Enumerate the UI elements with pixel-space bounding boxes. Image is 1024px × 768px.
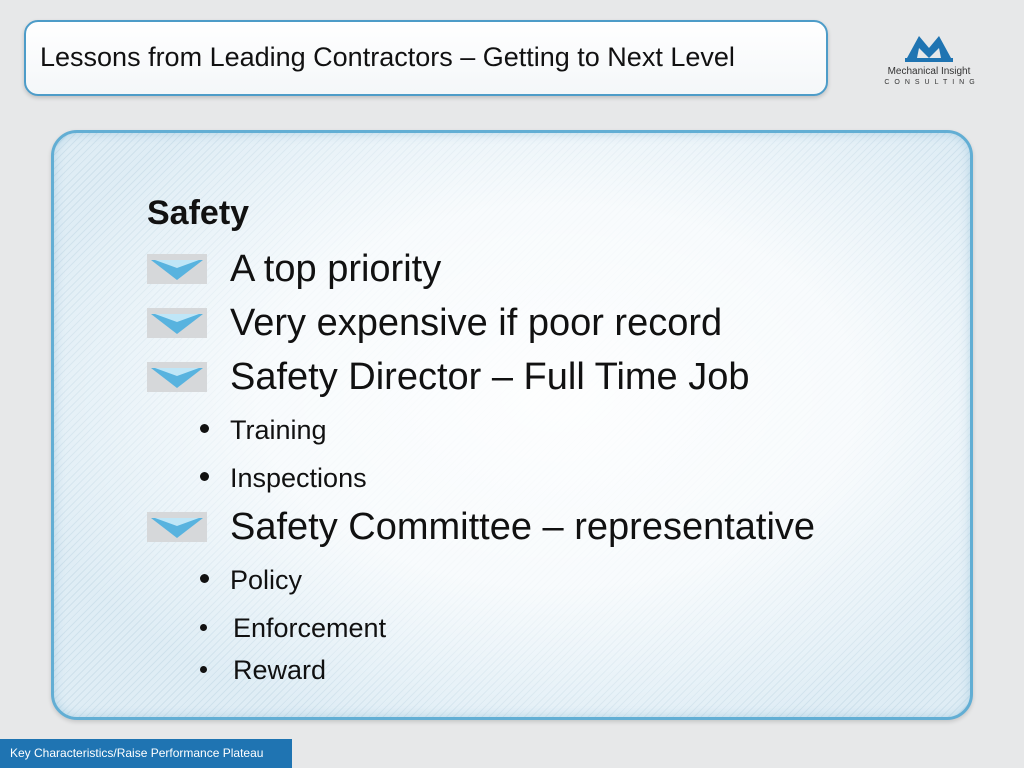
- slide-title: Lessons from Leading Contractors – Getting to Next Level: [40, 42, 735, 72]
- main-bullet-text: Very expensive if poor record: [230, 302, 723, 344]
- main-bullet-text: Safety Committee – representative: [230, 506, 816, 548]
- chevron-bullet-icon: [147, 512, 207, 542]
- main-bullet-text: A top priority: [230, 248, 442, 290]
- chevron-bullet-icon: [147, 254, 207, 284]
- sub-bullet-text: Reward: [233, 655, 327, 685]
- company-logo: [874, 30, 984, 100]
- slide-title-box: [24, 20, 828, 96]
- sub-bullet-text: Policy: [230, 565, 303, 595]
- sub-bullet-text: Training: [230, 415, 327, 445]
- main-bullet-text: Safety Director – Full Time Job: [230, 356, 750, 398]
- section-heading: Safety: [147, 194, 250, 232]
- chevron-bullet-icon: [147, 308, 207, 338]
- sub-bullet-text: Inspections: [230, 463, 367, 493]
- bullet-dot-icon: [200, 424, 209, 433]
- mountain-m-logo-icon: [905, 30, 953, 62]
- bullet-dot-icon: [200, 574, 209, 583]
- footer-label: Key Characteristics/Raise Performance Plateau: [0, 739, 292, 768]
- logo-name: Mechanical Insight: [887, 66, 971, 77]
- bullet-dot-icon: [200, 472, 209, 481]
- logo-subtitle: CONSULTING: [884, 79, 980, 86]
- chevron-bullet-icon: [147, 362, 207, 392]
- bullet-dot-icon: [200, 624, 207, 631]
- sub-bullet-text: Enforcement: [233, 613, 387, 643]
- bullet-dot-icon: [200, 666, 207, 673]
